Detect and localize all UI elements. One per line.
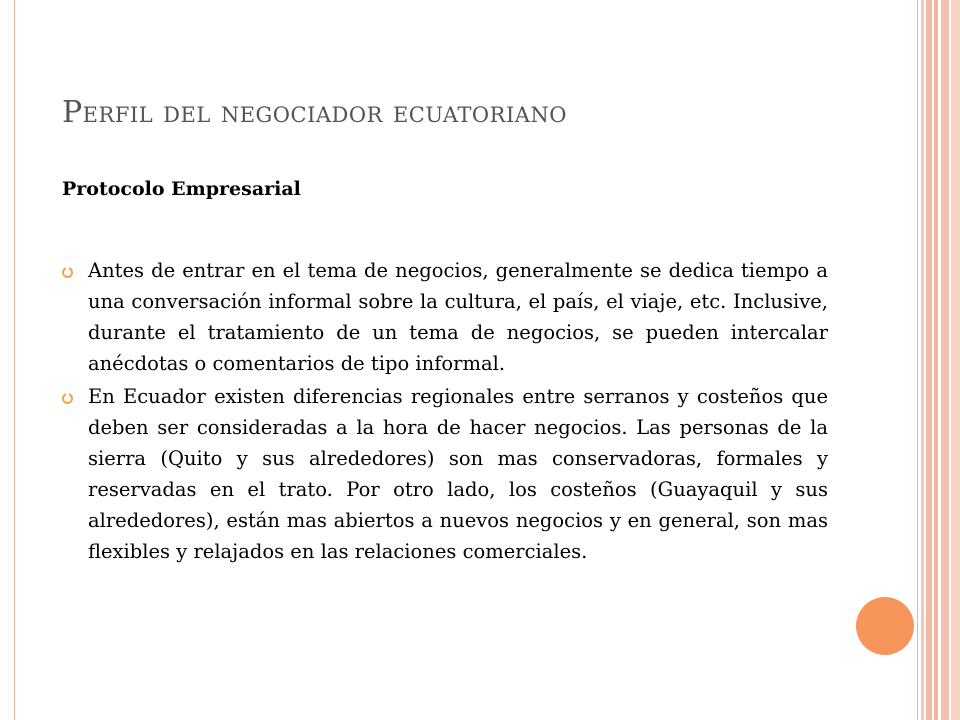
decorative-stripe-band: [921, 0, 960, 720]
bullet-item: [62, 255, 828, 379]
decorative-circle-icon: [856, 597, 914, 655]
bullet-item: [62, 381, 828, 567]
bullet-text: Antes de entrar en el tema de negocios, generalmente se dedica tiempo a una conversación informal sobre la cultura, el país, el viaje, etc. Inclusive, durante el tratamiento de un tema de negocios, se pueden intercalar anécdotas o comentarios de tipo informal.: [88, 259, 828, 375]
slide-title: Perfil del negociador ecuatoriano: [62, 95, 568, 130]
frame-left-line: [14, 0, 15, 720]
slide-subtitle: Protocolo Empresarial: [62, 178, 301, 200]
bullet-text: En Ecuador existen diferencias regionales entre serranos y costeños que deben ser consideradas a la hora de hacer negocios. Las personas de la sierra (Quito y sus alrededores) son mas conservadoras, formales y reservadas en el trato. Por otro lado, los costeños (Guayaquil y sus alrededores), están mas abiertos a nuevos negocios y en general, son mas flexibles y relajados en las relaciones comerciales.: [88, 385, 828, 563]
bullet-list: [62, 255, 828, 569]
frame-right-line: [917, 0, 918, 720]
bullet-ring-icon: [62, 267, 73, 278]
bullet-ring-icon: [62, 393, 73, 404]
